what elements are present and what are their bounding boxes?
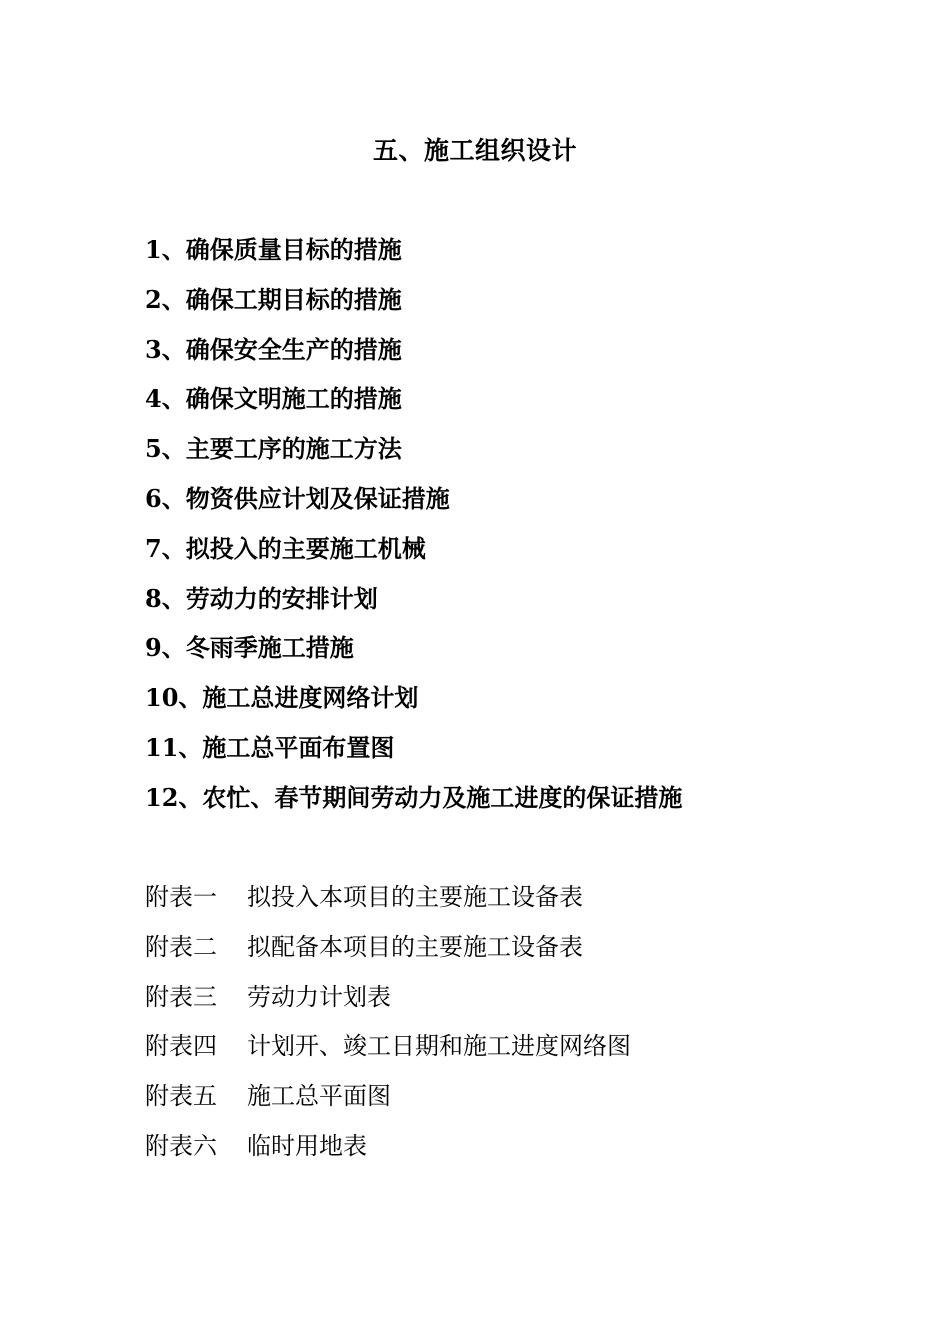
section-item: 11、施工总平面布置图	[145, 732, 395, 762]
appendix-item	[145, 1126, 631, 1176]
appendix-label: 附表二	[145, 932, 217, 961]
appendix-text: 劳动力计划表	[247, 982, 391, 1011]
appendix-item	[145, 927, 631, 977]
section-item: 6、物资供应计划及保证措施	[145, 483, 450, 513]
appendix-text: 拟配备本项目的主要施工设备表	[247, 932, 583, 961]
section-item: 3、确保安全生产的措施	[145, 334, 402, 364]
appendix-label: 附表一	[145, 883, 217, 911]
appendix-item	[145, 977, 631, 1027]
appendix-label: 附表五	[145, 1082, 217, 1111]
section-item: 1、确保质量目标的措施	[145, 235, 402, 264]
appendix-label: 附表四	[145, 1032, 217, 1061]
section-item: 8、劳动力的安排计划	[145, 583, 378, 613]
appendix-text: 施工总平面图	[247, 1082, 391, 1111]
section-item: 7、拟投入的主要施工机械	[145, 533, 426, 563]
document-title: 五、施工组织设计	[372, 136, 577, 165]
appendix-item	[145, 1076, 631, 1126]
section-item: 5、主要工序的施工方法	[145, 434, 402, 464]
section-item: 10、施工总进度网络计划	[145, 683, 419, 713]
appendix-text: 临时用地表	[247, 1131, 367, 1160]
section-item: 12、农忙、春节期间劳动力及施工进度的保证措施	[145, 782, 683, 812]
section-item: 4、确保文明施工的措施	[145, 384, 402, 414]
section-item: 9、冬雨季施工措施	[145, 633, 354, 663]
section-list	[145, 230, 682, 828]
appendix-text: 计划开、竣工日期和施工进度网络图	[247, 1032, 631, 1061]
appendix-label: 附表三	[145, 982, 217, 1011]
appendix-label: 附表六	[145, 1131, 217, 1160]
appendix-list	[145, 877, 631, 1176]
appendix-item	[145, 1026, 631, 1076]
appendix-text: 拟投入本项目的主要施工设备表	[247, 883, 583, 911]
section-item: 2、确保工期目标的措施	[145, 284, 402, 314]
appendix-item	[145, 877, 631, 927]
